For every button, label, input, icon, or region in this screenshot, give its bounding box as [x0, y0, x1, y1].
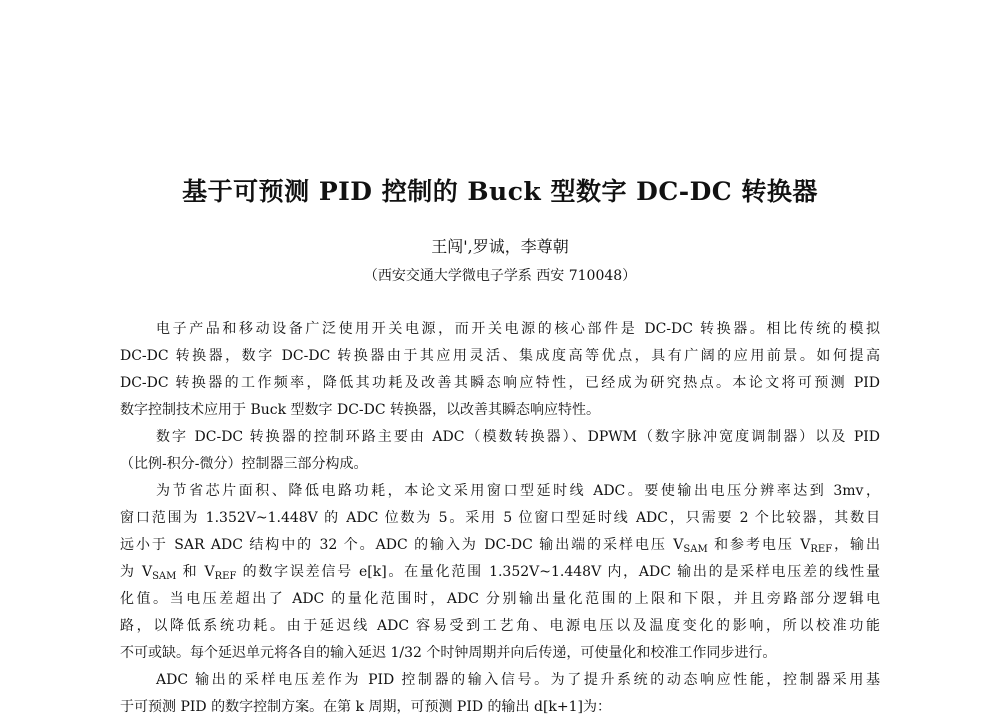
author-list: 王闯',罗诚，李尊朝 [431, 237, 569, 256]
paragraph-line: 远小于 SAR ADC 结构中的 32 个。ADC 的输入为 DC-DC 输出端的采样电压 $V_{SAM}$ 和参考电压 $V_{REF}$，输出 [120, 537, 880, 555]
body-paragraph [120, 667, 880, 721]
paragraph-line: 不可或缺。每个延迟单元将各自的输入延迟 1/32 个时钟周期并向后传递，可使量化和校准工作同步进行。 [120, 645, 777, 661]
paragraph-line: DC-DC 转换器，数字 DC-DC 转换器由于其应用灵活、集成度高等优点，具有广阔的应用前景。如何提高 [120, 348, 880, 364]
body-paragraph [120, 424, 880, 478]
paragraph-line: （比例-积分-微分）控制器三部分构成。 [120, 456, 368, 472]
paragraph-line: 路，以降低系统功耗。由于延迟线 ADC 容易受到工艺角、电源电压以及温度变化的影响，所以校准功能 [120, 618, 880, 634]
body-paragraph [120, 478, 880, 667]
paragraph-line: 数字控制技术应用于 Buck 型数字 DC-DC 转换器，以改善其瞬态响应特性。 [120, 402, 601, 418]
paragraph-line: DC-DC 转换器的工作频率，降低其功耗及改善其瞬态响应特性，已经成为研究热点。本论文将可预测 PID [120, 375, 880, 391]
paragraph-line: 电子产品和移动设备广泛使用开关电源，而开关电源的核心部件是 DC-DC 转换器。相比传统的模拟 [156, 321, 880, 337]
paragraph-line: 为节省芯片面积、降低电路功耗，本论文采用窗口型延时线 ADC。要使输出电压分辨率达到 3mv， [156, 483, 880, 499]
paragraph-line: 于可预测 PID 的数字控制方案。在第 k 周期，可预测 PID 的输出 d[k+1]为： [120, 699, 611, 715]
paragraph-line: 为 $V_{SAM}$ 和 $V_{REF}$ 的数字误差信号 e[k]。在量化范围 1.352V~1.448V 内，ADC 输出的是采样电压差的线性量 [120, 564, 880, 582]
paper-title: 基于可预测 PID 控制的 Buck 型数字 DC-DC 转换器 [182, 177, 818, 206]
paragraph-line: 窗口范围为 1.352V~1.448V 的 ADC 位数为 5。采用 5 位窗口型延时线 ADC，只需要 2 个比较器，其数目 [120, 510, 880, 526]
paper-body [120, 316, 880, 721]
body-paragraph [120, 316, 880, 424]
paragraph-line: 数字 DC-DC 转换器的控制环路主要由 ADC（模数转换器）、DPWM（数字脉冲宽度调制器）以及 PID [156, 429, 880, 445]
paragraph-line: 化值。当电压差超出了 ADC 的量化范围时，ADC 分别输出量化范围的上限和下限，并且旁路部分逻辑电 [120, 591, 880, 607]
paragraph-line: ADC 输出的采样电压差作为 PID 控制器的输入信号。为了提升系统的动态响应性能，控制器采用基 [156, 672, 880, 688]
author-affiliation: （西安交通大学微电子学系 西安 710048） [363, 268, 637, 284]
